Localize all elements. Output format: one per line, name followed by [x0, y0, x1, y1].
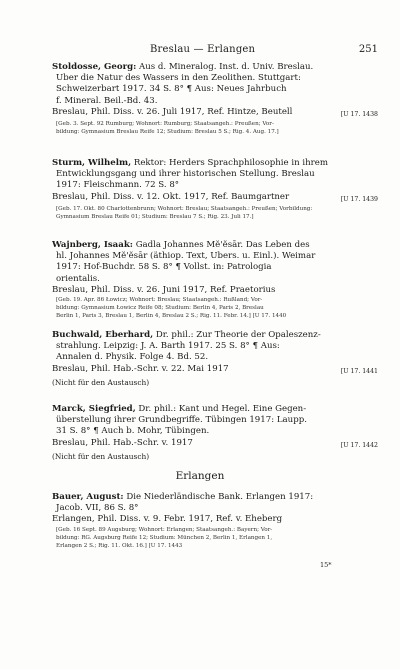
running-header	[0, 44, 400, 58]
page-number: 251	[358, 44, 378, 55]
entry-line: Dr. phil.: Kant und Hegel. Eine Gegen-	[138, 404, 307, 414]
entry-dissertation: Breslau, Phil. Hab.-Schr. v. 22. Mai 1917	[52, 363, 229, 374]
entry-line: 31 S. 8° ¶ Auch b. Mohr, Tübingen.	[56, 426, 210, 437]
entry-dissertation: Breslau, Phil. Diss. v. 26. Juli 1917, Ref. Hintze, Beutell	[52, 106, 293, 117]
entry-line: überstellung ihrer Grundbegriffe. Tübingen 1917: Laupp.	[56, 415, 307, 426]
entry-dissertation: Breslau, Phil. Hab.-Schr. v. 1917	[52, 437, 193, 448]
entry-dissertation: Breslau, Phil. Diss. v. 12. Okt. 1917, Ref. Baumgartner	[52, 191, 290, 202]
entry-dissertation-line	[52, 192, 378, 205]
entry-line: Entwicklungsgang und ihrer historischen Stellung. Breslau	[56, 169, 315, 180]
bibliography-entry	[52, 404, 378, 462]
entry-meta-line: Gymnasium Breslau Reife 01; Studium: Breslau 7 S.; Rig. 23. Juli 17.]	[56, 213, 254, 220]
entry-line: Die Niederländische Bank. Erlangen 1917:	[126, 492, 314, 502]
entry-dissertation: Erlangen, Phil. Diss. v. 9. Febr. 1917, Ref. v. Eheberg	[52, 514, 283, 525]
entry-meta-line: bildung: Gymnasium Breslau Reife 12; Studium: Breslau 5 S.; Rig. 4. Aug. 17.]	[56, 129, 279, 136]
bibliography-entry	[52, 492, 378, 550]
entry-signature: [U 17. 1438	[340, 110, 378, 118]
entry-author: Wajnberg, Isaak:	[52, 240, 133, 250]
entry-signature: [U 17. 1439	[340, 195, 378, 203]
entry-line: hl. Johannes Mĕ'ĕsār (äthiop. Text, Übers. u. Einl.). Weimar	[56, 251, 316, 262]
entry-note: (Nicht für den Austausch)	[52, 377, 150, 387]
entry-line: Schweizerbart 1917. 34 S. 8° ¶ Aus: Neues Jahrbuch	[56, 84, 287, 95]
entry-meta-line: Erlangen 2 S.; Rig. 11. Okt. 16.] [U 17. 1443	[56, 542, 183, 549]
entry-line: Über die Natur des Wassers in den Zeolithen. Stuttgart:	[56, 73, 301, 84]
entry-line: 1917: Hof-Buchdr. 58 S. 8° ¶ Vollst. in: Patrologia	[56, 262, 272, 273]
bibliography-entry	[52, 240, 378, 320]
entry-author: Buchwald, Eberhard,	[52, 330, 154, 340]
entry-dissertation-line	[52, 514, 378, 525]
entry-author: Sturm, Wilhelm,	[52, 158, 132, 168]
entry-line: 1917: Fleischmann. 72 S. 8°	[56, 180, 180, 191]
entry-dissertation-line	[52, 285, 378, 296]
entry-line: Rektor: Herders Sprachphilosophie in ihrem	[133, 158, 329, 168]
signature-mark: 15*	[320, 561, 332, 569]
entry-line: orientalis.	[56, 273, 100, 284]
entry-line: Dr. phil.: Zur Theorie der Opaleszenz-	[155, 330, 321, 340]
entry-dissertation-line	[52, 364, 378, 377]
entry-author: Bauer, August:	[52, 492, 124, 502]
bibliography-entry	[52, 330, 378, 388]
entry-meta-line: Berlin 1, Paris 3, Breslau 1, Berlin 4, Breslau 2 S.; Rig. 11. Febr. 14.] [U 17. 1440	[56, 313, 287, 320]
entry-line: Annalen d. Physik. Folge 4. Bd. 52.	[56, 352, 209, 363]
entry-signature: [U 17. 1441	[340, 367, 378, 375]
entry-dissertation-line	[52, 438, 378, 451]
entry-meta-line: bildung: Gymnasium Łowicz Reife 08; Studium: Berlin 4, Paris 2, Breslau	[56, 305, 264, 312]
entry-dissertation-line	[52, 107, 378, 120]
entry-meta-line: bildung: RG. Augsburg Reife 12; Studium: München 2, Berlin 1, Erlangen 1,	[56, 534, 273, 541]
bibliography-entry	[52, 158, 378, 221]
entry-meta-line: [Geb. 3. Sept. 92 Rumburg; Wohnort: Rumburg; Staatsangeh.: Preußen; Vor-	[56, 121, 274, 128]
entry-meta-line: [Geb. 19. Apr. 86 Łowicz; Wohnort: Breslau; Staatsangeh.: Rußland; Vor-	[56, 297, 263, 304]
running-header-title: Breslau — Erlangen	[150, 44, 256, 55]
bibliography-entry	[52, 62, 378, 136]
entry-note: (Nicht für den Austausch)	[52, 451, 150, 461]
entry-line: f. Mineral. Beil.-Bd. 43.	[56, 95, 158, 106]
entry-line: Gadla Johannes Mĕ'ĕsār. Das Leben des	[135, 240, 310, 250]
section-heading: Erlangen	[175, 470, 225, 482]
entry-dissertation: Breslau, Phil. Diss. v. 26. Juni 1917, Ref. Praetorius	[52, 284, 276, 295]
entry-author: Stoldosse, Georg:	[52, 62, 137, 72]
entry-meta-line: [Geb. 16 Sept. 89 Augsburg; Wohnort: Erlangen; Staatsangeh.: Bayern; Vor-	[56, 526, 273, 533]
entry-line: Jacob. VII, 86 S. 8°	[56, 503, 139, 514]
entry-line: Aus d. Mineralog. Inst. d. Univ. Breslau.	[139, 62, 314, 72]
entry-meta-line: [Geb. 17. Okt. 80 Charlottenbrunn; Wohnort: Breslau; Staatsangeh.: Preußen; Vorbildung:	[56, 205, 313, 212]
entry-author: Marck, Siegfried,	[52, 404, 136, 414]
entry-line: strahlung. Leipzig: J. A. Barth 1917. 25 S. 8° ¶ Aus:	[56, 341, 280, 352]
entry-signature: [U 17. 1442	[340, 441, 378, 449]
